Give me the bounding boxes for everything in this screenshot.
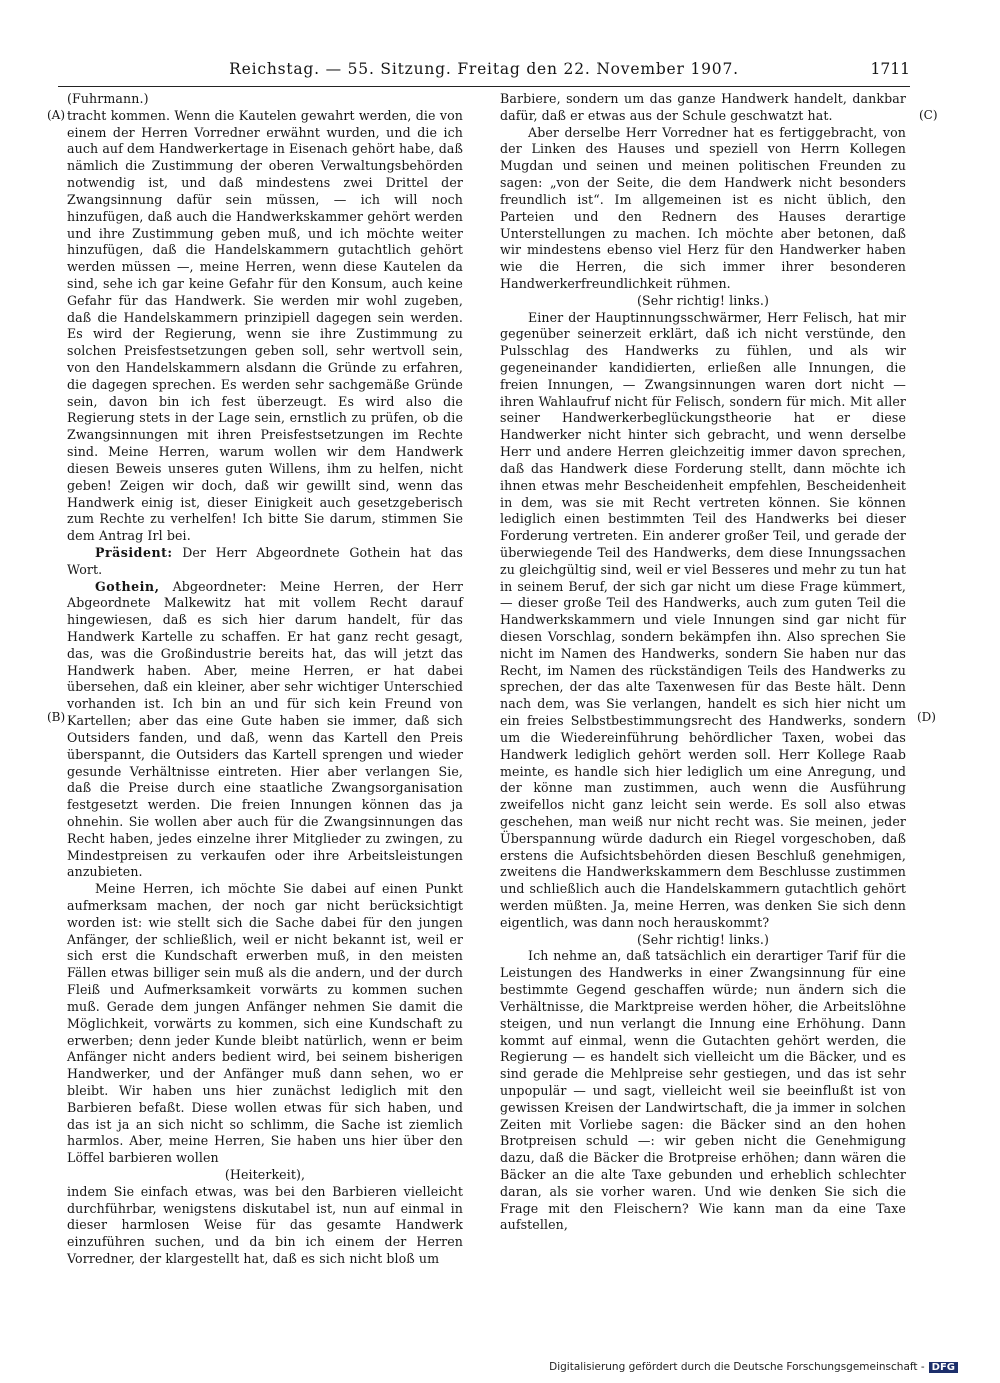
paragraph: Ich nehme an, daß tatsächlich ein derartiger Tarif für die Leistungen des Handwerks in einer Zwangsinnung für eine bestimmte Gegend geschaffen würde; nun ändern sich die Verhältnisse, die Marktpreise werden höher, die Arbeitslöhne steigen, und nun verlangt die Innung eine Erhöhung. Dann kommt auf einmal, wenn die Gutachten gehört werden, die Regierung — es handelt sich vielleicht um die Bäcker, und es sind gerade die Mehlpreise sehr gestiegen, und das ist sehr unpopulär — und sagt, vielleicht weil sie beeinflußt ist von gewissen Kreisen der Landwirtschaft, die ja immer in solchen Zeiten mit Vorliebe sagen: die Bäcker sind an den hohen Brotpreisen schuld —: wir geben nicht die Genehmigung dazu, daß die Bäcker die Brotpreise erhöhen; dann wären die Bäcker an die alte Taxe gebunden und erheblich schlechter daran, als sie vorher waren. Und wie denken Sie sich die Frage mit den Fleischern? Wie kann man da eine Taxe aufstellen, [500, 948, 906, 1233]
paragraph: Meine Herren, ich möchte Sie dabei auf einen Punkt aufmerksam machen, der noch gar nicht berücksichtigt worden ist: wie stellt sich die Sache dabei für den jungen Anfänger, der schließlich, weil er nicht bekannt ist, weil er sich erst die Kundschaft erwerben muß, in den meisten Fällen etwas billiger sein muß als die andern, und der durch Fleiß und Aufmerksamkeit vorwärts zu kommen suchen muß. Gerade dem jungen Anfänger nehmen Sie damit die Möglichkeit, vorwärts zu kommen, sich eine Kundschaft zu erwerben; denn jeder Kunde bleibt natürlich, wenn er beim Anfänger nicht anders bedient wird, bei seinem bisherigen Handwerker, und der Anfänger muß dann sehen, wo er bleibt. Wir haben uns hier zunächst lediglich mit den Barbieren befaßt. Diese wollen etwas für sich haben, und das ist ja an sich nicht so schlimm, die Sache ist ziemlich harmlos. Aber, meine Herren, Sie haben uns hier über den Löffel barbieren wollen [67, 881, 463, 1166]
speaker-label: Präsident: [95, 544, 173, 560]
right-column [500, 91, 906, 1234]
speaker-tag: (Fuhrmann.) [67, 91, 149, 106]
margin-marker-a: (A) [47, 108, 66, 122]
paragraph-text: Abgeordneter: Meine Herren, der Herr Abgeordnete Malkewitz hat mit vollem Recht darauf hingewiesen, daß es sich hier darum handelt, für das Handwerk Kartelle zu schaffen. Er hat ganz recht gesagt, das, was die Großindustrie bereits hat, das will jetzt das Handwerk haben. Aber, meine Herren, er hat dabei übersehen, daß ein kleiner, aber sehr wichtiger Unterschied vorhanden ist. Ich bin an und für sich kein Freund von Kartellen; aber das eine Gute haben sie immer, daß sich Outsiders fanden, und daß, wenn das Kartell den Preis überspannt, die Outsiders das Kartell sprengen und wieder gesunde Verhältnisse eintreten. Hier aber verlangen Sie, daß die Preise durch eine staatliche Zwangsorganisation festgesetzt werden. Die freien Innungen können das ja ohnehin. Sie wollen aber auch für die Zwangsinnungen das Recht haben, jedes einzelne ihrer Mitglieder zu zwingen, zu Mindestpreisen zu verkaufen oder ihre Arbeitsleistungen anzubieten. [67, 578, 463, 880]
margin-marker-d: (D) [917, 710, 936, 724]
paragraph: Barbiere, sondern um das ganze Handwerk handelt, dankbar dafür, daß er etwas aus der Schule geschwatzt hat. [500, 91, 906, 123]
header-rule [58, 86, 910, 87]
running-title: Reichstag. — 55. Sitzung. Freitag den 22. November 1907. [229, 60, 739, 78]
digitization-footer [549, 1361, 958, 1373]
footer-text: Digitalisierung gefördert durch die Deutsche Forschungsgemeinschaft - [549, 1361, 925, 1373]
interjection: (Sehr richtig! links.) [637, 292, 769, 308]
page-number: 1711 [870, 60, 910, 78]
paragraph: Aber derselbe Herr Vorredner hat es fertiggebracht, von der Linken des Hauses und speziell von Herrn Kollegen Mugdan und seinen und meinen politischen Freunden zu sagen: „von der Seite, die dem Handwerk nicht besonders freundlich ist“. Im allgemeinen ist es nicht üblich, den Parteien und den Rednern des Hauses derartige Unterstellungen zu machen. Ich möchte aber betonen, daß wir mindestens ebenso viel Herz für den Handwerker haben wie die Herren, die sich immer ihrer besonderen Handwerkerfreundlichkeit rühmen. [500, 124, 906, 291]
speaker-label: Gothein, [95, 578, 160, 594]
dfg-logo: DFG [929, 1362, 958, 1373]
margin-marker-b: (B) [47, 710, 66, 724]
margin-marker-c: (C) [919, 108, 938, 122]
interjection: (Heiterkeit), [224, 1167, 306, 1182]
page-header [58, 60, 910, 84]
paragraph-text: Der Herr Abgeordnete Gothein hat das Wort. [67, 544, 463, 577]
gothein-paragraph [67, 579, 463, 882]
paragraph: Einer der Hauptinnungsschwärmer, Herr Felisch, hat mir gegenüber seinerzeit erklärt, daß ich nicht verstünde, den Pulsschlag des Handwerks zu fühlen, und als wir gegeneinander kandidierten, erließen alle Innungen, die freien Innungen, — Zwangsinnungen waren dort nicht — ihren Wahlaufruf nicht für Felisch, sondern für mich. Mit aller seiner Handwerkerbeglückungstheorie hat er diese Handwerker nicht hinter sich gebracht, und wenn derselbe Herr und andere Herren gleichzeitig immer davon sprechen, daß das Handwerk diese Forderung stellt, dann möchte ich ihnen etwas mehr Bescheidenheit empfehlen, Bescheidenheit in dem, was sie mit Recht vertreten können. Sie können lediglich einen bestimmten Teil des Handwerks bei dieser Forderung vertreten. Ein anderer großer Teil, und gerade der überwiegende Teil des Handwerks, dem diese Innungssachen zu gleichgültig sind, weil er viel Besseres und mehr zu tun hat in seinem Beruf, der sich gar nicht um diese Frage kümmert, — dieser große Teil des Handwerks, auch zum guten Teil die Handwerkskammern und viele Innungen sind gar nicht für diesen Vorschlag, sondern bekämpfen ihn. Also sprechen Sie nicht im Namen des Handwerks, sondern Sie haben nur das Recht, im Namen des rückständigen Teils des Handwerks zu sprechen, der das alte Taxenwesen für das Beste hält. Denn nach dem, was Sie verlangen, handelt es sich hier nicht um ein freies Selbstbestimmungsrecht des Handwerks, sondern um die Wiedereinführung behördlicher Taxen, wobei das Handwerk lediglich gehört werden soll. Herr Kollege Raab meinte, es handle sich hier lediglich um eine Anregung, und der könne man zustimmen, auch wenn die Ausführung zweifellos nicht ganz leicht sein werde. Es soll also etwas geschehen, man weiß nur nicht recht was. Sie meinen, jeder Überspannung würde dadurch ein Riegel vorgeschoben, daß erstens die Aufsichtsbehörden diesen Beschluß genehmigen, zweitens die Handwerkskammern dem Beschlusse zustimmen und schließlich auch die Handelskammern gutachtlich gehört werden müßten. Ja, meine Herren, was denken Sie sich denn eigentlich, was dann noch herauskommt? [500, 309, 906, 930]
paragraph: indem Sie einfach etwas, was bei den Barbieren vielleicht durchführbar, wenigstens diskutabel ist, nun auf einmal in dieser harmlosen Weise für das gesamte Handwerk einzuführen suchen, und da bin ich einem der Herren Vorredner, der klargestellt hat, daß es sich nicht bloß um [67, 1183, 463, 1267]
paragraph: tracht kommen. Wenn die Kautelen gewahrt werden, die von einem der Herren Vorredner erwähnt wurden, und die ich auch auf dem Handwerkertage in Eisenach gehört habe, daß nämlich die Zustimmung der oberen Verwaltungsbehörden notwendig ist, und daß mindestens zwei Drittel der Zwangsinnung dafür sein müssen, — ich will noch hinzufügen, daß auch die Handwerkskammer gehört werden und ihre Zustimmung geben muß, und ich möchte weiter hinzufügen, daß die Handelskammern gutachtlich gehört werden müssen —, meine Herren, wenn diese Kautelen da sind, sehe ich gar keine Gefahr für den Konsum, auch keine Gefahr für das Handwerk. Sie werden mir wohl zugeben, daß die Handelskammern prinzipiell dagegen sein werden. Es wird der Regierung, wenn sie ihre Zustimmung zu solchen Preisfestsetzungen geben soll, sehr wertvoll sein, von den Handelskammern alsdann die Gründe zu erfahren, die dagegen sprechen. Es werden sehr sachgemäße Gründe sein, davon bin ich fest überzeugt. Es wird also die Regierung stets in der Lage sein, ernstlich zu prüfen, ob die Zwangsinnungen mit ihren Preisfestsetzungen im Rechte sind. Meine Herren, warum wollen wir dem Handwerk diesen Beweis unseres guten Willens, ihm zu helfen, nicht geben! Zeigen wir doch, daß wir gewillt sind, wenn das Handwerk einig ist, dieser Einigkeit auch gesetzgeberisch zum Rechte zu verhelfen! Ich bitte Sie darum, stimmen Sie dem Antrag Irl bei. [67, 107, 463, 544]
interjection: (Sehr richtig! links.) [637, 931, 769, 947]
left-column [67, 91, 463, 1268]
president-paragraph [67, 545, 463, 579]
